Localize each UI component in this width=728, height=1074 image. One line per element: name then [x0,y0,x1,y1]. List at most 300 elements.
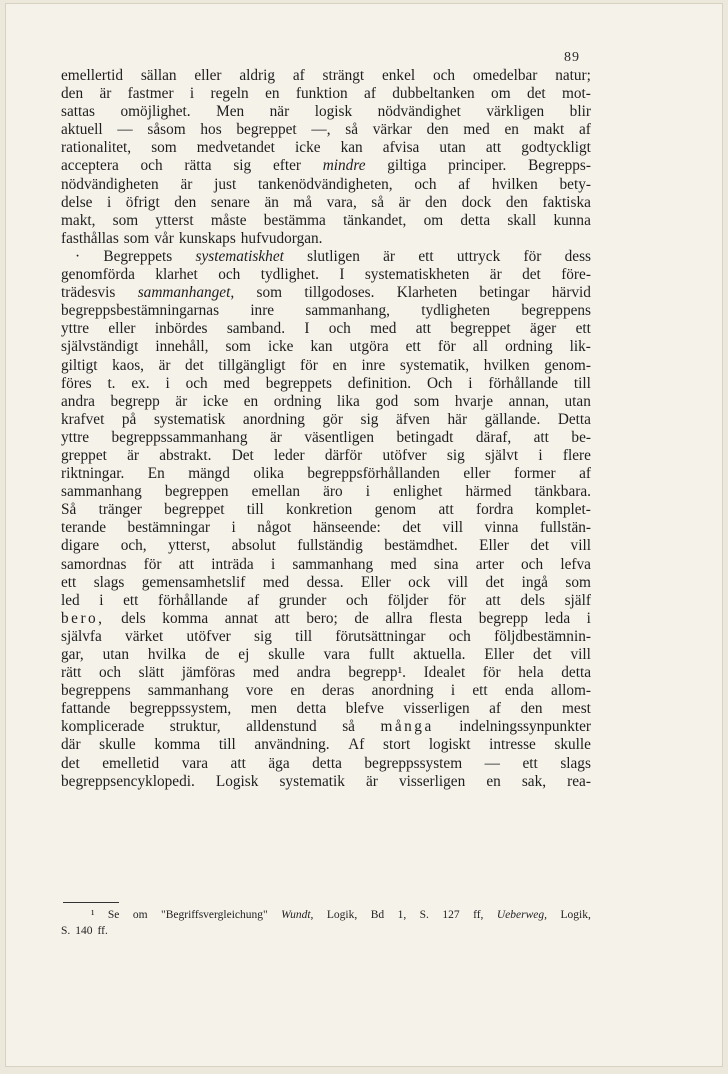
word: är [99,85,112,103]
word: komplicerade [61,718,145,736]
word: af [292,67,305,84]
word: genom- [544,356,591,374]
word: just [214,175,237,193]
word: yttre [61,428,90,446]
word: i [450,682,456,700]
word: utan [102,646,129,663]
word: är [175,392,188,410]
word: vår [154,229,174,247]
word: kunna [553,211,591,229]
word: begreppssystem [364,754,463,772]
word: med [223,374,250,392]
word: omedelbar [472,67,538,84]
word: terande [61,519,107,537]
body-text-line [61,176,591,194]
word: de [354,609,369,627]
word: hvarje [454,392,494,410]
word: absolut [231,537,276,555]
word: äga [268,754,290,772]
word: ett [61,573,77,591]
word: sällan [140,67,177,84]
word: ett [123,591,139,609]
word: En [147,465,165,483]
word: begrepp [478,609,529,627]
word: kunskaps [178,229,236,247]
word: i [468,374,473,392]
word: samband. [226,320,286,338]
word: eller [108,320,136,338]
word: betingadt [396,428,454,446]
word: och [328,320,351,338]
word: utan [564,392,591,410]
word: bestämma [263,211,326,229]
body-text-line [61,646,591,664]
body-text-line [61,194,591,212]
word: betingar [479,284,530,302]
word: hvilken [491,175,538,193]
word: som [112,211,139,229]
word: slutligen [307,247,360,265]
footnote-line [61,907,591,923]
word: en [504,121,519,139]
word: det [522,266,541,284]
word: följdbestämnin- [494,627,591,645]
word: förhållande [158,591,228,609]
word: dessa. [306,573,344,591]
word: hänseende: [312,519,381,537]
word: af [579,465,591,483]
word: begreppen [164,483,229,501]
body-text-line [61,411,591,429]
word: icke [202,392,229,410]
body-text [61,67,591,791]
body-text-line [61,429,591,447]
word: ff, [473,909,484,921]
word: ex. [131,374,150,392]
word: systematiskheten [364,266,470,284]
word: vara [181,754,209,772]
word: dubbeltanken [392,85,475,103]
body-text-line [61,139,591,157]
word: dels [121,609,146,627]
word: att [274,609,290,627]
word: abstrakt. [159,446,212,464]
word: sammanhanget, [137,284,235,302]
word: annan, [508,392,549,410]
word: och [185,374,208,392]
word: och [218,266,241,284]
word: 1, [397,909,407,921]
body-text-line [61,248,591,266]
word: enkel [381,67,416,84]
body-text-line [61,375,591,393]
word: när [269,103,290,121]
word: självständigt [61,338,139,356]
word: skulle [554,736,591,754]
word: men [250,700,278,718]
word: giltigt [61,356,98,374]
word: Eller [360,573,391,591]
word: trädesvis [61,284,116,302]
word: — [117,121,133,139]
word: ett [522,754,538,772]
word: begreppsförhållanden [307,465,440,483]
word: Begrepps- [528,157,591,175]
word: jämföras [181,664,236,682]
word: enda [504,682,534,700]
word: i [189,85,195,103]
body-text-line [61,556,591,574]
word: Idealet [423,664,466,682]
word: aldrig [239,67,276,84]
body-text-line [61,501,591,519]
word: ytterst [155,211,194,229]
word: Klarheten [396,284,458,302]
body-text-line [61,121,591,139]
body-text-line [61,357,591,375]
word: för [523,247,542,265]
word: "Begriffsvergleichung" [161,909,268,921]
word: · [75,247,81,265]
word: genom [374,501,417,519]
word: 127 [442,909,460,921]
body-text-line [61,266,591,284]
word: i [106,193,112,211]
word: Logik, [560,909,591,921]
word: vinna [484,519,519,537]
word: ordning [505,338,553,356]
word: 140 [75,925,93,937]
body-text-line [61,320,591,338]
word: af [489,700,502,718]
word: och [414,175,437,193]
word: det [532,646,552,663]
word: i [231,519,236,537]
body-text-line [61,338,591,356]
word: uttryck [456,247,501,265]
word: logiskt [428,736,471,754]
body-text-line [61,103,591,121]
word: mot- [561,85,591,103]
word: enlighet [393,483,443,501]
word: lika [336,392,360,410]
word: makt, [61,211,96,229]
word: omöjlighet. [120,103,191,121]
word: härmed [465,483,512,501]
word: i [365,483,371,501]
word: kan [340,139,363,157]
word: bestämningar [127,519,210,537]
footnote [61,907,591,939]
word: ff. [97,925,108,937]
word: i [538,446,543,464]
word: till [218,736,236,754]
word: S. [61,925,71,937]
word: ock [408,573,431,591]
word: ett [472,682,488,700]
word: senare [210,193,250,211]
word: tydligheten [421,302,491,320]
word: värket [125,627,164,645]
word: t. [107,374,116,392]
word: detta [460,211,491,229]
word: bety- [559,175,591,193]
word: som [123,229,150,247]
body-text-line [61,736,591,754]
word: afvisa [382,139,420,157]
word: och [432,67,456,84]
word: efter [272,157,301,175]
word: mängd [188,465,230,483]
word: värkligen [486,103,545,121]
word: andra [296,664,331,682]
word: begreppens [521,302,591,320]
word: att [533,428,549,446]
body-text-line [61,483,591,501]
word: må [293,193,313,211]
word: gör [322,410,343,428]
word: medvetandet [196,139,275,157]
word: god [375,392,399,410]
word: är [398,193,411,211]
word: flere [562,446,591,464]
word: begreppet [164,501,225,519]
word: Och [426,374,453,392]
word: däraf, [475,428,512,446]
body-text-line [61,230,591,248]
word: lik- [569,338,591,356]
word: är [489,266,502,284]
word: föres [61,374,92,392]
word: förhållande [488,374,559,392]
word: slätt [138,664,165,682]
word: riktningar. [61,465,125,483]
word: definition. [347,374,412,392]
footnote-separator [63,902,119,903]
word: fattande [61,700,111,718]
word: logisk [314,103,353,121]
word: förutsättningar [335,627,426,645]
word: och, [120,537,147,555]
word: och [98,664,122,682]
word: om [423,211,444,229]
word: de [204,646,220,663]
body-text-line [61,447,591,465]
word: komma [162,609,209,627]
word: äfven [395,410,430,428]
word: så [342,718,355,736]
word: användning. [254,736,330,754]
word: utöfver [382,446,427,464]
word: tankenödvändigheten, [257,175,393,193]
word: vill [570,537,591,555]
word: ytterst, [168,537,211,555]
word: utgöra [349,338,389,356]
word: det [485,573,505,591]
word: med [390,555,417,573]
word: självt [484,446,519,464]
body-text-line [61,664,591,682]
word: fullständig [297,537,363,555]
word: nödvändigheten [61,175,159,193]
word: —, [311,121,331,139]
word: andra [61,392,95,410]
word: är [365,772,378,790]
word: gar, [61,646,84,663]
word: bero; [306,609,338,627]
word: intresse [489,736,536,754]
word: självfa [61,627,102,645]
body-text-line [61,302,591,320]
word: är [127,446,139,464]
word: såsom [147,121,186,139]
word: begreppsbestämningarnas [61,302,220,320]
body-text-line [61,574,591,592]
word: flesta [429,609,463,627]
word: sammanhang [61,483,142,501]
word: utan [439,139,466,157]
word: den [424,193,448,211]
word: många [380,718,434,736]
word: tänkbara. [534,483,591,501]
word: led [61,591,80,609]
word: det [185,356,204,374]
word: är [269,428,282,446]
word: med [370,320,397,338]
word: samordnas [61,555,127,573]
word: begreppet [450,320,511,338]
body-text-line [61,700,591,718]
word: lefva [560,555,591,573]
word: I [304,320,310,338]
word: former [513,465,556,483]
word: Detta [557,410,591,428]
word: annat [224,609,258,627]
word: fullt [368,646,395,663]
page-number: 89 [564,50,580,65]
body-text-line [61,628,591,646]
word: fullstän- [540,519,591,537]
word: ordning [273,392,322,410]
book-page [6,4,722,1066]
word: slags [560,754,591,772]
word: ett [418,247,434,265]
word: sig [446,446,465,464]
word: detta [312,754,342,772]
word: begreppet [236,121,297,139]
word: systematiskhet [195,247,284,265]
body-text-line [61,85,591,103]
word: ett [575,320,591,338]
word: fordra [476,501,514,519]
word: som [225,338,251,356]
word: dels [520,591,545,609]
word: Bd [370,909,385,921]
word: vill [447,573,469,591]
word: tydlighet. [260,266,319,284]
word: i [165,374,170,392]
word: systematik [279,772,345,790]
word: konkretion [286,501,353,519]
word: rätta [184,157,212,175]
word: krafvet [61,410,105,428]
word: inbördes [154,320,208,338]
word: och [521,555,544,573]
word: gällande. [484,410,541,428]
word: tänkandet, [343,211,407,229]
word: grunder [278,591,327,609]
word: för [300,356,318,374]
word: är [383,247,396,265]
word: be- [571,428,591,446]
word: den [174,193,197,211]
word: till [295,627,313,645]
word: Se [107,909,120,921]
word: på [121,410,137,428]
word: regeln [210,85,249,103]
word: sak, [521,772,547,790]
word: följder [387,591,429,609]
word: vill [442,519,463,537]
word: och [448,627,471,645]
word: därför [324,446,363,464]
word: sig [254,627,272,645]
word: indelningssynpunkter [459,718,591,736]
word: gemensamhetslif [141,573,246,591]
word: den [426,121,449,139]
word: en [265,85,280,103]
word: delse [61,193,93,211]
word: före- [561,266,591,284]
word: Eller [479,537,509,555]
word: icke [295,139,321,157]
word: nödvändighet [377,103,461,121]
word: rätt [61,664,82,682]
word: visserligen [398,772,466,790]
word: deras [322,682,355,700]
word: vore [245,682,274,700]
word: än [264,193,279,211]
word: den [520,700,543,718]
word: den [505,193,528,211]
word: i [99,591,104,609]
word: emellertid [61,67,124,84]
word: dock [461,193,492,211]
word: att [230,754,246,772]
word: ett [405,338,421,356]
word: begreppsencyklopedi. [61,772,195,790]
word: slags [93,573,125,591]
word: anordning [242,410,305,428]
body-text-line [61,537,591,555]
word: vara [323,646,350,663]
word: och [140,157,163,175]
word: Logisk [215,772,259,790]
word: icke [267,338,294,356]
word: af [364,85,376,103]
word: äro [323,483,343,501]
word: som [565,573,591,591]
word: sig [360,410,379,428]
word: som [151,139,177,157]
word: själf [564,591,591,609]
word: för [437,338,456,356]
word: begreppets [265,374,332,392]
word: det [402,519,422,537]
word: Begreppets [103,247,173,265]
word: digare [61,537,100,555]
word: af [247,591,260,609]
